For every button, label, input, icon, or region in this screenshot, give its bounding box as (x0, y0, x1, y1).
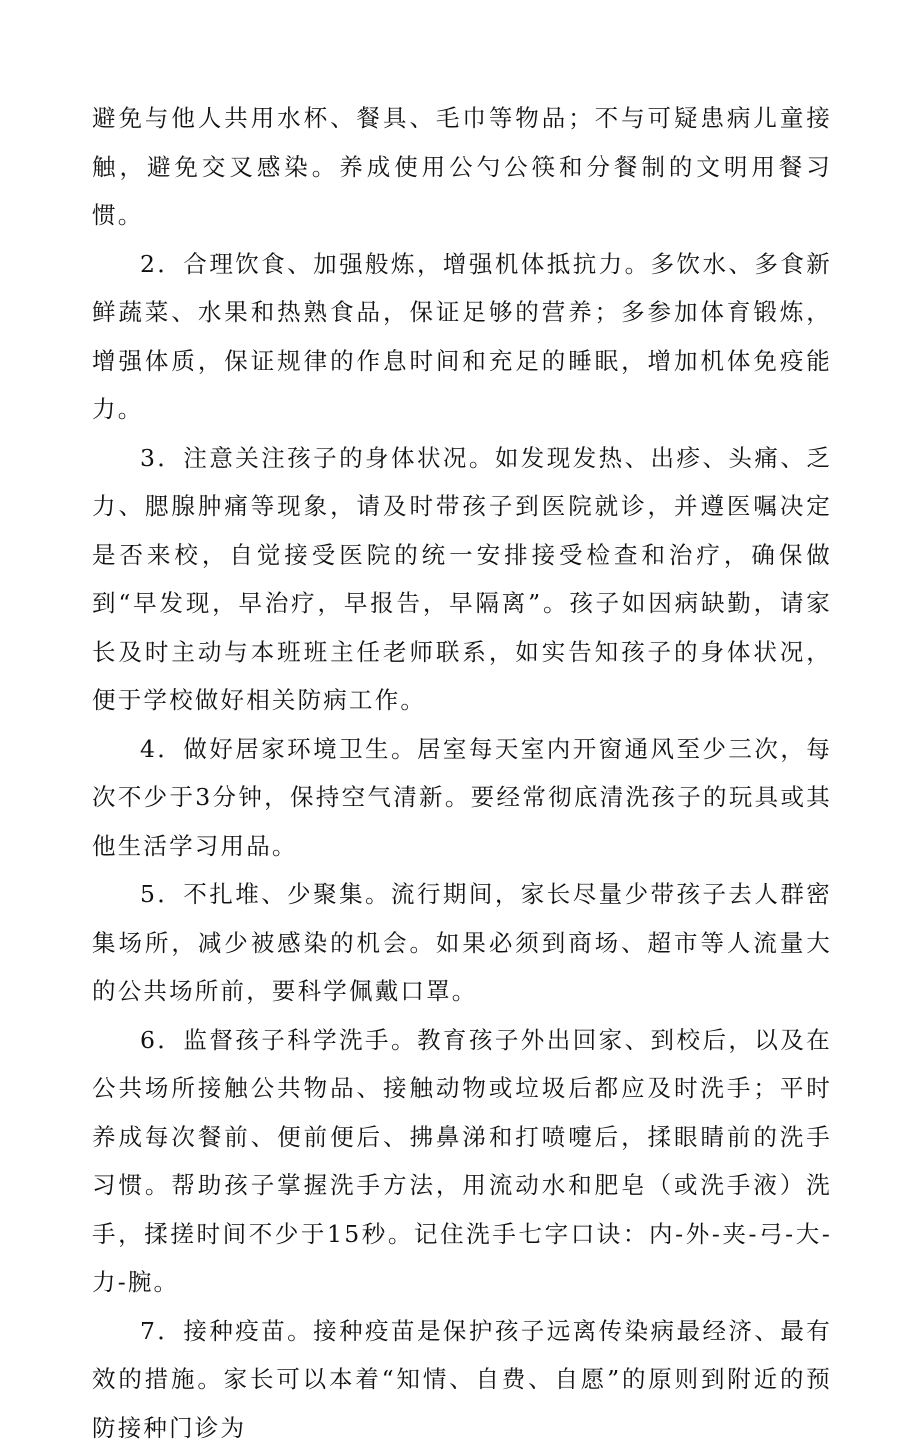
paragraph-item-6: 6．监督孩子科学洗手。教育孩子外出回家、到校后，以及在公共场所接触公共物品、接触动物或垃圾后都应及时洗手；平时养成每次餐前、便前便后、拂鼻涕和打喷嚏后，揉眼睛前的洗手习惯。帮助孩子掌握洗手方法，用流动水和肥皂（或洗手液）洗手，揉搓时间不少于15秒。记住洗手七字口诀：内-外-夹-弓-大-力-腕。 (92, 1016, 832, 1307)
paragraph-continuation: 避免与他人共用水杯、餐具、毛巾等物品；不与可疑患病儿童接触，避免交叉感染。养成使用公勺公筷和分餐制的文明用餐习惯。 (92, 94, 832, 240)
paragraph-item-2: 2．合理饮食、加强般炼，增强机体抵抗力。多饮水、多食新鲜蔬菜、水果和热熟食品，保证足够的营养；多参加体育锻炼，增强体质，保证规律的作息时间和充足的睡眠，增加机体免疫能力。 (92, 240, 832, 434)
paragraph-item-3: 3．注意关注孩子的身体状况。如发现发热、出疹、头痛、乏力、腮腺肿痛等现象，请及时带孩子到医院就诊，并遵医嘱决定是否来校，自觉接受医院的统一安排接受检查和治疗，确保做到“早发现，早治疗，早报告，早隔离”。孩子如因病缺勤，请家长及时主动与本班班主任老师联系，如实告知孩子的身体状况，便于学校做好相关防病工作。 (92, 434, 832, 725)
paragraph-item-4: 4．做好居家环境卫生。居室每天室内开窗通风至少三次，每次不少于3分钟，保持空气清新。要经常彻底清洗孩子的玩具或其他生活学习用品。 (92, 725, 832, 871)
paragraph-item-7: 7．接种疫苗。接种疫苗是保护孩子远离传染病最经济、最有效的措施。家长可以本着“知情、自费、自愿”的原则到附近的预防接种门诊为 (92, 1307, 832, 1452)
paragraph-item-5: 5．不扎堆、少聚集。流行期间，家长尽量少带孩子去人群密集场所，减少被感染的机会。如果必须到商场、超市等人流量大的公共场所前，要科学佩戴口罩。 (92, 870, 832, 1016)
